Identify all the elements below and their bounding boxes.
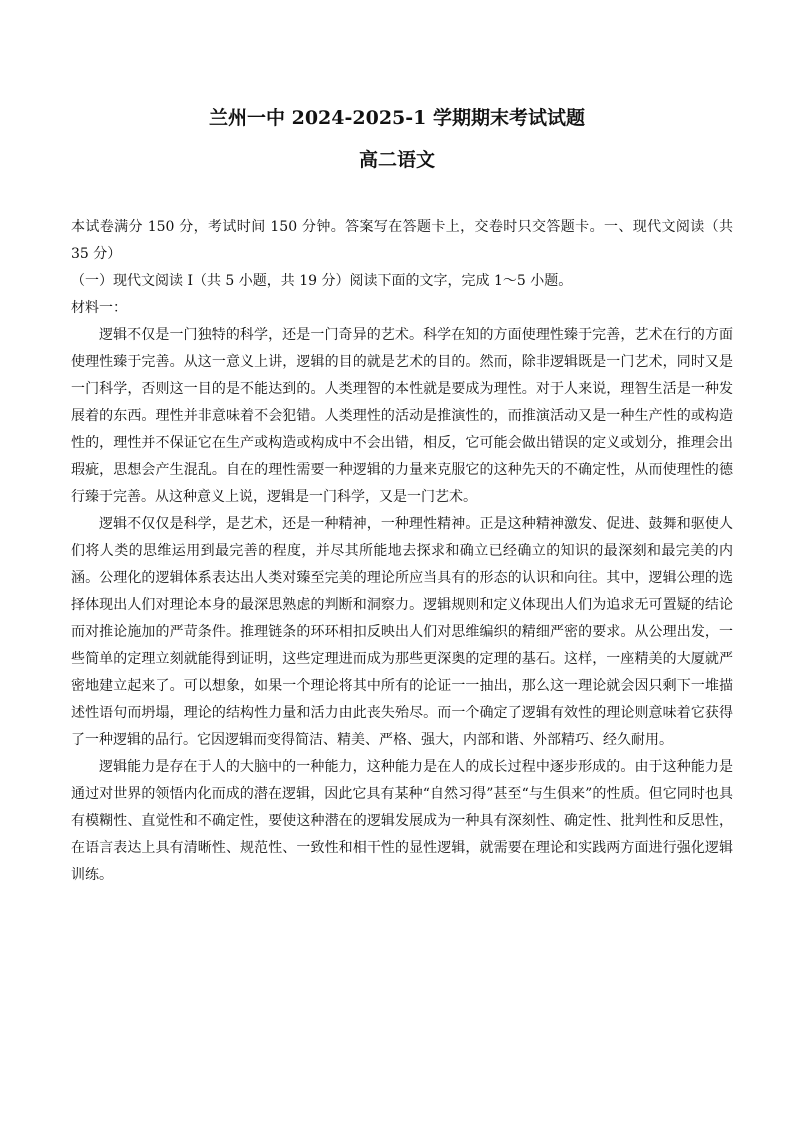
paragraph-3: 逻辑能力是存在于人的大脑中的一种能力，这种能力是在人的成长过程中逐步形成的。由于这种能力是通过对世界的领悟内化而成的潜在逻辑，因此它具有某种“自然习得”甚至“与生俱来”的性质。但它同时也具有模糊性、直觉性和不确定性，要使这种潜在的逻辑发展成为一种具有深刻性、确定性、批判性和反思性，在语言表达上具有清晰性、规范性、一致性和相干性的显性逻辑，就需要在理论和实践两方面进行强化逻辑训练。 (71, 759, 733, 883)
material-label: 材料一： (71, 300, 127, 316)
exam-title: 兰州一中 2024-2025-1 学期期末考试试题 (209, 107, 585, 129)
paragraph-1: 逻辑不仅是一门独特的科学，还是一门奇异的艺术。科学在知的方面使理性臻于完善，艺术在行的方面使理性臻于完善。从这一意义上讲，逻辑的目的就是艺术的目的。然而，除非逻辑既是一门艺术，同时又是一门科学，否则这一目的是不能达到的。人类理智的本性就是要成为理性。对于人来说，理智生活是一种发展着的东西。理性并非意味着不会犯错。人类理性的活动是推演性的，而推演活动又是一种生产性的或构造性的，理性并不保证它在生产或构造或构成中不会出错，相反，它可能会做出错误的定义或划分，推理会出瑕疵，思想会产生混乱。自在的理性需要一种逻辑的力量来克服它的这种先天的不确定性，从而使理性的德行臻于完善。从这种意义上说，逻辑是一门科学，又是一门艺术。 (71, 327, 733, 505)
exam-instructions: 本试卷满分 150 分，考试时间 150 分钟。答案写在答题卡上，交卷时只交答题卡。一、现代文阅读（共 35 分） (71, 219, 733, 262)
document-body (71, 214, 733, 889)
paragraph-2: 逻辑不仅仅是科学，是艺术，还是一种精神，一种理性精神。正是这种精神激发、促进、鼓舞和驱使人们将人类的思维运用到最完善的程度，并尽其所能地去探求和确立已经确立的知识的最深刻和最完美的内涵。公理化的逻辑体系表达出人类对臻至完美的理论所应当具有的形态的认识和向往。其中，逻辑公理的选择体现出人们对理论本身的最深思熟虑的判断和洞察力。逻辑规则和定义体现出人们为追求无可置疑的结论而对推论施加的严苛条件。推理链条的环环相扣反映出人们对思维编织的精细严密的要求。从公理出发，一些简单的定理立刻就能得到证明，这些定理进而成为那些更深奥的定理的基石。这样，一座精美的大厦就严密地建立起来了。可以想象，如果一个理论将其中所有的论证一一抽出，那么这一理论就会因只剩下一堆描述性语句而坍塌，理论的结构性力量和活力由此丧失殆尽。而一个确定了逻辑有效性的理论则意味着它获得了一种逻辑的品行。它因逻辑而变得简洁、精美、严格、强大，内部和谐、外部精巧、经久耐用。 (71, 516, 733, 748)
exam-subtitle: 高二语文 (358, 149, 435, 171)
section-note: （一）现代文阅读 I（共 5 小题，共 19 分）阅读下面的文字，完成 1～5 小题。 (71, 273, 573, 289)
